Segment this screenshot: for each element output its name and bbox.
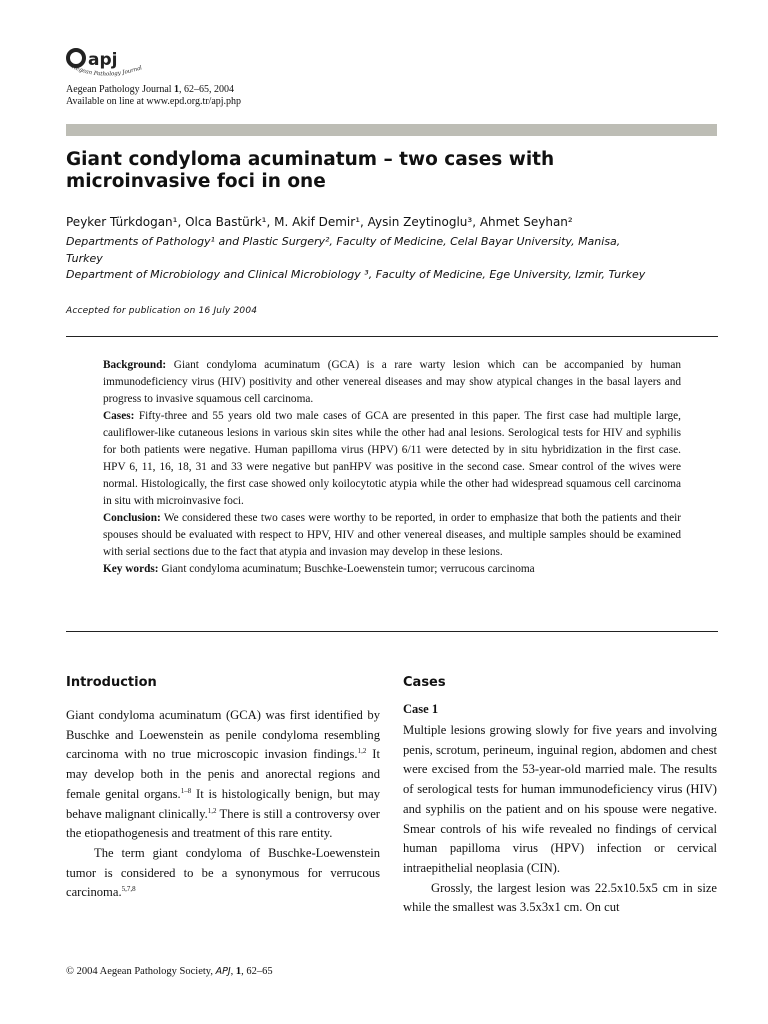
case1-body — [403, 721, 717, 918]
affiliations — [66, 234, 718, 284]
abstract-keywords: Key words: Giant condyloma acuminatum; Buschke-Loewenstein tumor; verrucous carcinoma — [103, 563, 535, 575]
abstract-background: Background: Giant condyloma acuminatum (GCA) is a rare warty lesion which can be accompanied by human immunodeficiency virus (HIV) positivity and other venereal diseases and may show atypical changes in the basal layers and progress to invasive squamous cell carcinoma. — [103, 359, 681, 405]
header-divider-bar — [66, 124, 717, 136]
citation-ref: 1,2 — [357, 747, 367, 756]
introduction-heading: Introduction — [66, 675, 157, 690]
introduction-paragraph-1: Giant condyloma acuminatum (GCA) was first identified by Buschke and Loewenstein as penile condyloma resembling carcinoma with no true microscopic invasion findings.$^{1,2}$ It may develop both in the penis and anorectal regions and female genital organs.$^{1-8}$ It is histologically benign, but may behave malignant clinically.$^{1,2}$ There is still a controversy over the etiopathogenesis and treatment of this rare entity. — [66, 708, 380, 841]
journal-online-url: Available on line at www.epd.org.tr/apj.php — [66, 96, 242, 107]
journal-logo — [66, 46, 156, 82]
case1-heading: Case 1 — [403, 702, 439, 716]
journal-volume: 1 — [174, 84, 180, 95]
article-title — [66, 149, 706, 193]
abstract-conclusion: Conclusion: We considered these two cases were worthy to be reported, in order to emphasize that both the patients and their spouses should be evaluated with respect to HPV, HIV and other venereal diseases, and multiple samples should be examined with serial sections due to the fact that atypia and invasion may develop in these lesions. — [103, 512, 681, 558]
introduction-body — [66, 706, 380, 903]
cases-heading: Cases — [403, 675, 446, 690]
journal-pages-year: , 62–65, 2004 — [179, 84, 235, 95]
author-list: Peyker Türkdogan¹, Olca Bastürk¹, M. Akif Demir¹, Aysin Zeytinoglu³, Ahmet Seyhan² — [66, 215, 573, 229]
logo-mark: apj — [88, 50, 118, 70]
affiliation-line2: Turkey — [66, 251, 103, 265]
page-footer: © 2004 Aegean Pathology Society, APJ, 1, 62–65 — [66, 966, 273, 977]
apj-logo-icon — [66, 46, 156, 82]
citation-ref: 1,2 — [207, 806, 217, 815]
citation-ref: 1–8 — [180, 786, 192, 795]
accepted-date: Accepted for publication on 16 July 2004 — [66, 306, 258, 316]
journal-citation — [66, 84, 241, 96]
abstract-top-rule — [66, 336, 718, 337]
abstract — [103, 357, 681, 578]
article-title-line2: microinvasive foci in one — [66, 171, 326, 192]
case1-paragraph-1: Multiple lesions growing slowly for five years and involving penis, scrotum, perineum, inguinal region, abdomen and chest were excised from the 53-year-old married male. The results of serological tests for human immunodeficiency virus (HIV) and syphilis on the patient and on his spouse were negative. Smear controls of his wife revealed no findings of cervical human papilloma virus (HPV) infection or cervical intraepithelial neoplasia (CIN). — [403, 723, 717, 875]
affiliation-line3: Department of Microbiology and Clinical Microbiology ³, Faculty of Medicine, Ege University, Izmir, Turkey — [66, 268, 646, 281]
introduction-paragraph-2: The term giant condyloma of Buschke-Loewenstein tumor is considered to be a synonymous for verrucous carcinoma.$^{5,7,8}$ — [66, 845, 380, 900]
logo-ring-text: Aegean Pathology Journal — [71, 64, 143, 78]
article-title-line1: Giant condyloma acuminatum – two cases with — [66, 149, 555, 170]
journal-name: Aegean Pathology Journal — [66, 84, 175, 95]
abstract-bottom-rule — [66, 631, 718, 632]
abstract-cases: Cases: Fifty-three and 55 years old two male cases of GCA are presented in this paper. The first case had multiple large, cauliflower-like cutaneous lesions in various skin sites while the other had anal lesions. Serological tests for HIV and syphilis for both patients were negative. Human papilloma virus (HPV) 6/11 were detected by in situ hybridization in the first case. HPV 6, 11, 16, 18, 31 and 33 were negative but panHPV was positive in the second case. Smear control of the wives were normal. Histologically, the first case showed only koilocytotic atypia while the other had widespread squamous cell carcinoma in situ with microinvasive foci. — [103, 410, 681, 507]
case1-paragraph-2: Grossly, the largest lesion was 22.5x10.5x5 cm in size while the smallest was 3.5x3x1 cm. On cut — [403, 880, 717, 915]
citation-ref: 5,7,8 — [121, 885, 136, 894]
journal-info — [66, 84, 241, 108]
affiliation-line1: Departments of Pathology¹ and Plastic Surgery², Faculty of Medicine, Celal Bayar University, Manisa, — [66, 235, 621, 248]
